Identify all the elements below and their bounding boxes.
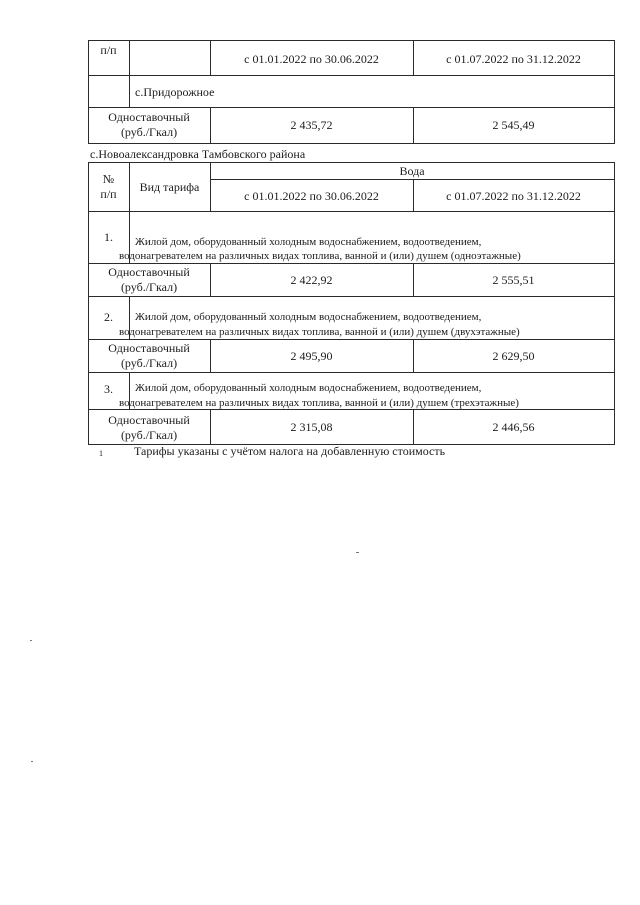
tariff-label: Одноставочный bbox=[108, 110, 190, 124]
tariff-value-2: 2 446,56 bbox=[492, 420, 535, 434]
rule bbox=[129, 40, 130, 108]
column-group-header-water: Вода bbox=[399, 164, 425, 178]
tariff-unit: (руб./Гкал) bbox=[120, 356, 178, 370]
tariff-value-1: 2 495,90 bbox=[290, 349, 333, 363]
rule bbox=[88, 143, 615, 144]
dwelling-description: Жилой дом, оборудованный холодным водоснабжением, водоотведением, bbox=[135, 311, 482, 323]
rule bbox=[88, 296, 615, 297]
tariff-unit: (руб./Гкал) bbox=[120, 280, 178, 294]
tariff-label: Одноставочный bbox=[108, 413, 190, 427]
row-number: 3. bbox=[104, 382, 113, 396]
dwelling-description-cont: водонагревателем на различных видах топлива, ванной и (или) душем (двухэтажные) bbox=[119, 326, 520, 338]
rule bbox=[614, 40, 615, 144]
dwelling-description-cont: водонагревателем на различных видах топлива, ванной и (или) душем (одноэтажные) bbox=[119, 250, 521, 262]
period-header-2: с 01.07.2022 по 31.12.2022 bbox=[446, 52, 581, 66]
period-header-1: с 01.01.2022 по 30.06.2022 bbox=[244, 52, 379, 66]
rule bbox=[614, 162, 615, 445]
column-header-tariff-type: Вид тарифа bbox=[139, 180, 200, 194]
scan-speck bbox=[30, 640, 32, 641]
tariff-value-2: 2 545,49 bbox=[492, 118, 535, 132]
tariff-value-2: 2 555,51 bbox=[492, 273, 535, 287]
row-number: 2. bbox=[104, 310, 113, 324]
rule bbox=[88, 211, 615, 212]
rule bbox=[88, 162, 89, 445]
footnote-mark: 1 bbox=[99, 449, 103, 458]
tariff-label: Одноставочный bbox=[108, 265, 190, 279]
rule bbox=[88, 162, 615, 163]
rule bbox=[88, 107, 615, 108]
rule bbox=[88, 40, 615, 41]
rule bbox=[88, 263, 615, 264]
scan-speck bbox=[31, 761, 33, 762]
rule bbox=[88, 372, 615, 373]
period-header-1: с 01.01.2022 по 30.06.2022 bbox=[244, 189, 379, 203]
column-header-number-sub: п/п bbox=[100, 187, 117, 201]
tariff-value-1: 2 435,72 bbox=[290, 118, 333, 132]
period-header-2: с 01.07.2022 по 31.12.2022 bbox=[446, 189, 581, 203]
scan-speck bbox=[356, 552, 359, 553]
column-header-number: п/п bbox=[100, 43, 117, 57]
locality-name: с.Придорожное bbox=[135, 85, 215, 99]
tariff-value-1: 2 422,92 bbox=[290, 273, 333, 287]
tariff-value-1: 2 315,08 bbox=[290, 420, 333, 434]
tariff-label: Одноставочный bbox=[108, 341, 190, 355]
section-title: с.Новоалександровка Тамбовского района bbox=[90, 147, 306, 161]
footnote-text: Тарифы указаны с учётом налога на добавленную стоимость bbox=[134, 444, 446, 458]
rule bbox=[88, 339, 615, 340]
row-number: 1. bbox=[104, 230, 113, 244]
rule bbox=[88, 75, 615, 76]
tariff-unit: (руб./Гкал) bbox=[120, 428, 178, 442]
dwelling-description-cont: водонагревателем на различных видах топлива, ванной и (или) душем (трехэтажные) bbox=[119, 397, 519, 409]
dwelling-description: Жилой дом, оборудованный холодным водоснабжением, водоотведением, bbox=[135, 236, 482, 248]
column-header-number: № bbox=[102, 172, 115, 186]
tariff-value-2: 2 629,50 bbox=[492, 349, 535, 363]
dwelling-description: Жилой дом, оборудованный холодным водоснабжением, водоотведением, bbox=[135, 382, 482, 394]
tariff-unit: (руб./Гкал) bbox=[120, 125, 178, 139]
